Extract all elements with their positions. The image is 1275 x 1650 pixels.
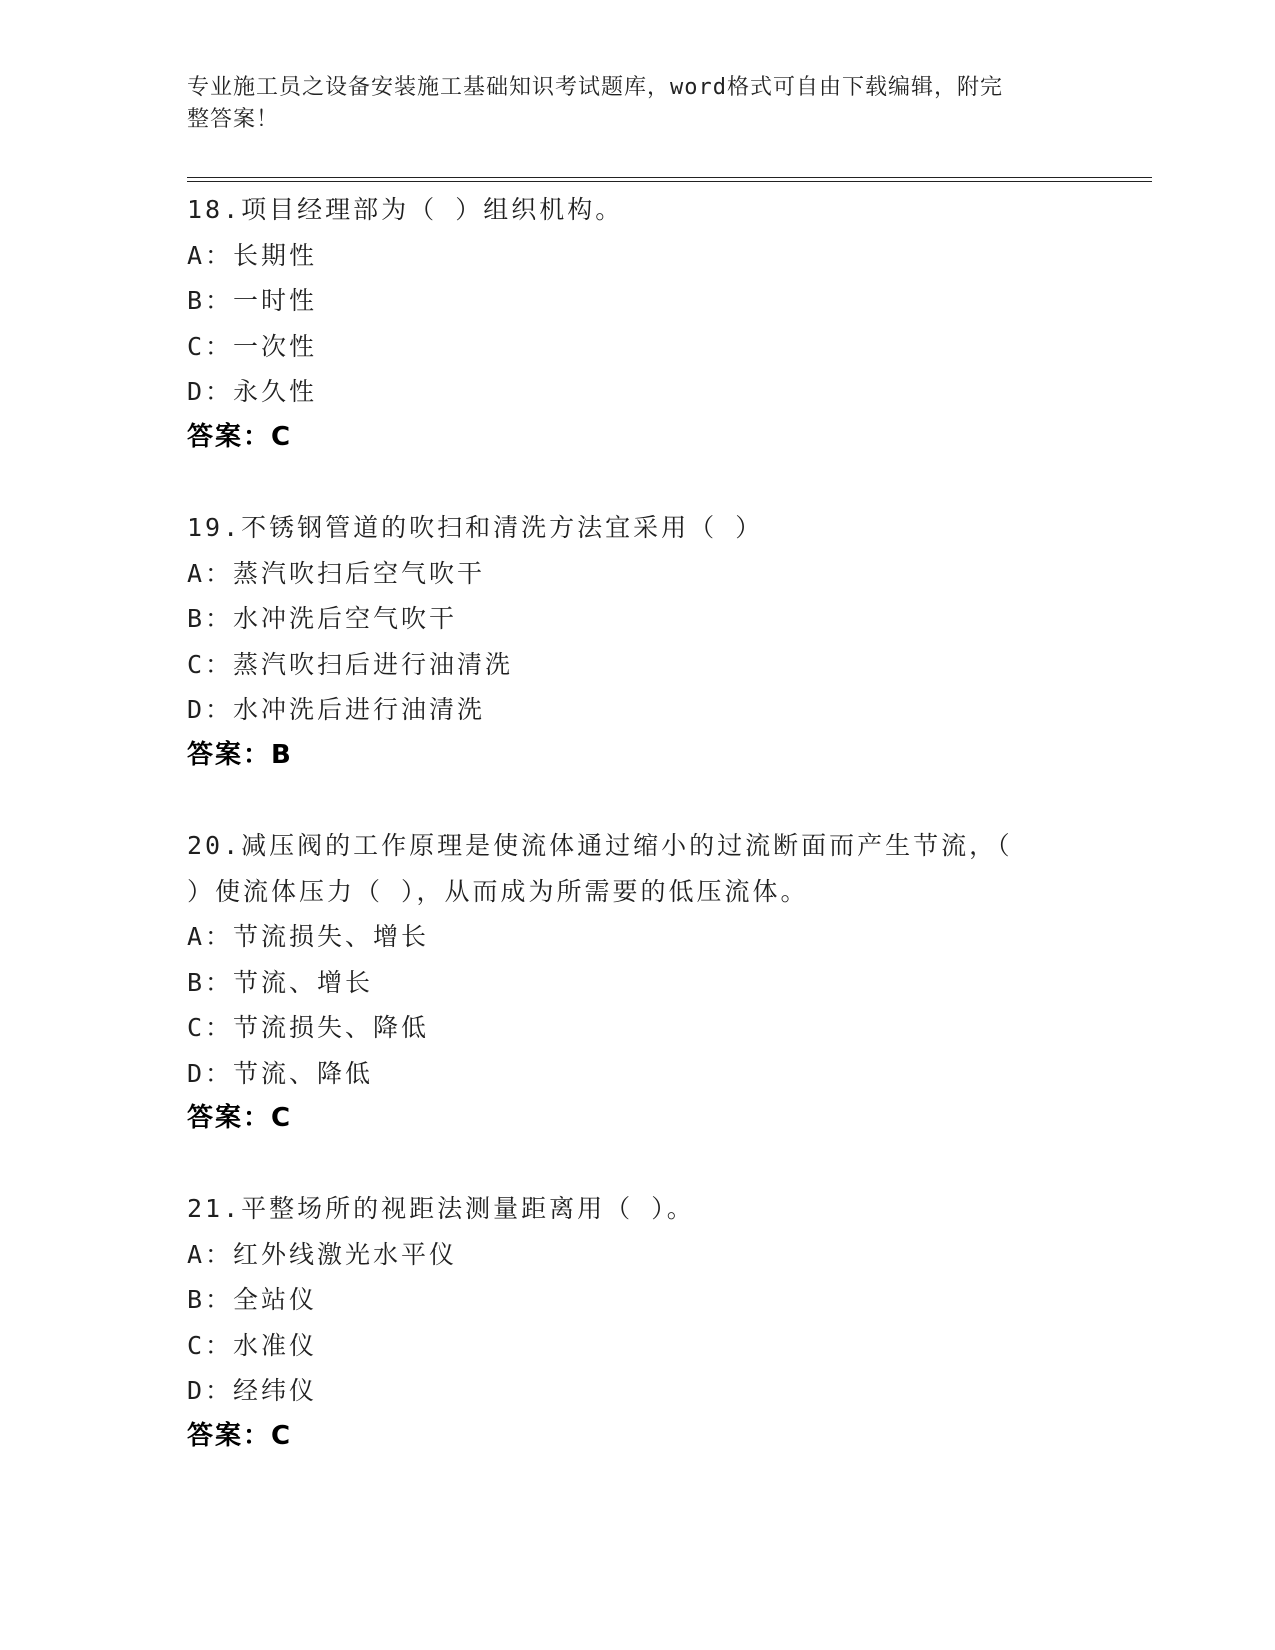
option-text: 水冲洗后空气吹干 [233, 604, 458, 633]
option-c [187, 1005, 1087, 1051]
option-d [187, 687, 1087, 733]
option-key: C： [187, 1013, 234, 1042]
option-key: B： [187, 286, 234, 315]
question-21 [187, 1186, 1087, 1459]
option-text: 水准仪 [233, 1330, 318, 1360]
option-key: D： [187, 1376, 234, 1405]
option-c [187, 642, 1087, 688]
option-text: 水冲洗后进行油清洗 [233, 695, 486, 724]
question-stem: 19.不锈钢管道的吹扫和清洗方法宜采用（ ） [187, 513, 764, 542]
option-a [187, 914, 1087, 960]
option-text: 长期性 [233, 240, 318, 270]
option-text: 一次性 [233, 331, 318, 361]
option-text: 红外线激光水平仪 [233, 1239, 458, 1269]
option-c [187, 324, 1087, 370]
question-stem: 21.平整场所的视距法测量距离用（ ）。 [187, 1194, 695, 1223]
header-divider [187, 177, 1152, 182]
header-line-2: 整答案！ [187, 107, 280, 132]
option-key: D： [187, 695, 234, 724]
divider-line-bottom [187, 181, 1152, 182]
option-d [187, 1368, 1087, 1414]
option-key: A： [187, 922, 234, 951]
option-text: 节流损失、增长 [233, 922, 430, 951]
question-stem-continued: ）使流体压力（ ），从而成为所需要的低压流体。 [187, 876, 809, 906]
option-key: B： [187, 604, 234, 633]
option-key: A： [187, 1239, 234, 1269]
divider-line-top [187, 177, 1152, 178]
option-key: A： [187, 558, 234, 588]
option-key: D： [187, 1058, 234, 1088]
option-key: B： [187, 1285, 234, 1314]
answer-label: 答案：B [187, 739, 293, 770]
option-text: 节流、增长 [233, 967, 374, 997]
question-18 [187, 187, 1087, 460]
option-text: 蒸汽吹扫后进行油清洗 [233, 649, 514, 679]
option-b [187, 596, 1087, 642]
answer-label: 答案：C [187, 421, 293, 452]
option-text: 节流、降低 [233, 1058, 374, 1088]
answer-label: 答案：C [187, 1103, 293, 1133]
option-key: C： [187, 1330, 234, 1360]
option-key: A： [187, 240, 234, 270]
question-20 [187, 823, 1087, 1142]
option-d [187, 1051, 1087, 1097]
option-a [187, 551, 1087, 597]
option-text: 经纬仪 [233, 1376, 318, 1405]
option-b [187, 960, 1087, 1006]
option-c [187, 1323, 1087, 1369]
document-header [187, 72, 1067, 136]
option-text: 节流损失、降低 [233, 1013, 430, 1042]
option-text: 全站仪 [233, 1285, 318, 1314]
option-key: C： [187, 649, 234, 679]
option-key: D： [187, 377, 234, 406]
option-key: B： [187, 967, 234, 997]
option-b [187, 1277, 1087, 1323]
option-key: C： [187, 331, 234, 361]
question-stem: 18.项目经理部为（ ）组织机构。 [187, 195, 624, 224]
option-b [187, 278, 1087, 324]
option-d [187, 369, 1087, 415]
option-text: 永久性 [233, 377, 318, 406]
option-text: 蒸汽吹扫后空气吹干 [233, 558, 486, 588]
answer-label: 答案：C [187, 1420, 293, 1451]
option-text: 一时性 [233, 286, 318, 315]
option-a [187, 1232, 1087, 1278]
question-19 [187, 505, 1087, 778]
question-stem: 20.减压阀的工作原理是使流体通过缩小的过流断面而产生节流，（ [187, 831, 1013, 860]
option-a [187, 233, 1087, 279]
header-line-1: 专业施工员之设备安装施工基础知识考试题库，word格式可自由下载编辑，附完 [187, 75, 1003, 100]
